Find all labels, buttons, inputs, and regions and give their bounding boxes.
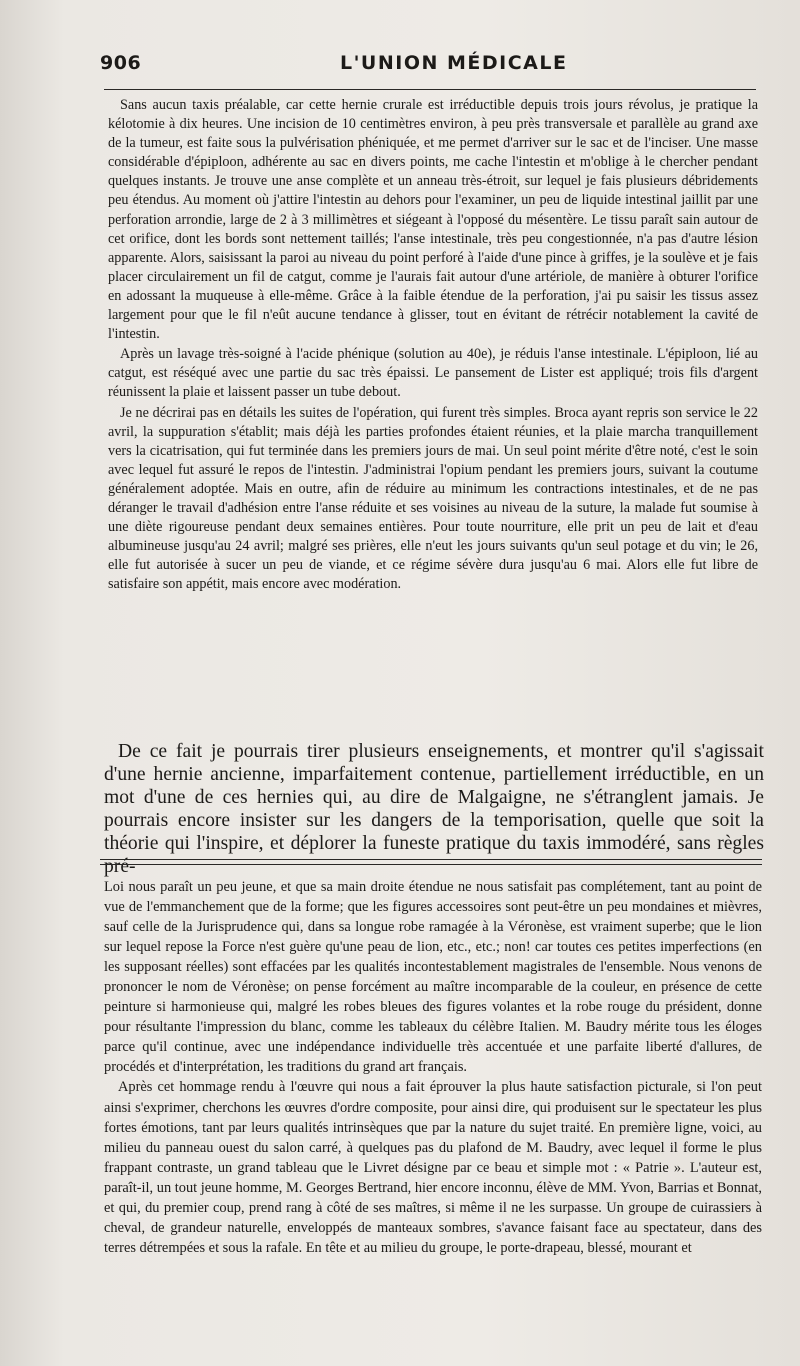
- conclusion-section: [104, 740, 764, 878]
- header-rule: [104, 89, 756, 90]
- feuilleton-separator-rule-thin: [100, 864, 762, 865]
- page-number: 906: [100, 52, 142, 74]
- feuilleton-paragraph: Loi nous paraît un peu jeune, et que sa main droite étendue ne nous satisfait pas complétement, tant au point de vue de l'emmanchement que de la forme; que les figures accessoires sont peut-être un peu mondaines et mièvres, sauf celle de la Jurisprudence qui, dans sa longue robe ramagée à la Véronèse, est vraiment superbe; que le lion sur lequel repose la Force n'est guère qu'une peau de lion, etc., etc.; non! car toutes ces petites imperfections (en les supposant réelles) sont effacées par les qualités incontestablement magistrales de l'ensemble. Nous venons de prononcer le nom de Véronèse; on pense forcément au maître incomparable de la couleur, en présence de cette peinture si harmonieuse qui, malgré les robes bleues des figures volantes et la robe rouge du président, donne pour résultante l'impression du blanc, comme les tableaux du célèbre Italien. M. Baudry mérite tous les éloges parce qu'il continue, avec une indépendance individuelle très accentuée et une parfaite liberté d'allures, de procédés et d'interprétation, les traditions du grand art français.: [104, 879, 762, 1076]
- page-header: [100, 52, 765, 82]
- article-paragraph: Après un lavage très-soigné à l'acide phénique (solution au 40e), je réduis l'anse intestinale. L'épiploon, lié au catgut, est réséqué avec une partie du sac très épaissi. Le pansement de Lister est appliqué; trois fils d'argent réunissent la plaie et laissent passer un tube debout.: [108, 346, 758, 401]
- feuilleton-paragraph: Après cet hommage rendu à l'œuvre qui nous a fait éprouver la plus haute satisfaction picturale, si l'on peut ainsi s'exprimer, cherchons les œuvres d'ordre composite, pour ainsi dire, qui produisent sur le spectateur les plus fortes émotions, tant par leurs qualités intrinsèques que par la nature du sujet traité. En première ligne, voici, au milieu du panneau ouest du salon carré, à quelques pas du plafond de M. Baudry, avec lequel il forme le plus frappant contraste, un grand tableau que le Livret désigne par ce beau et simple mot : « Patrie ». L'auteur est, paraît-il, un tout jeune homme, M. Georges Bertrand, hier encore inconnu, élève de MM. Yvon, Barrias et Bonnat, et qui, du premier coup, prend rang à côté de ses maîtres, si même il ne les surpasse. Un groupe de cuirassiers à cheval, de grandeur naturelle, enveloppés de manteaux sombres, s'avance faisant face au spectateur, dans des terres détrempées et sous la rafale. En tête et au milieu du groupe, le porte-drapeau, blessé, mourant et: [104, 1079, 762, 1256]
- conclusion-paragraph: De ce fait je pourrais tirer plusieurs enseignements, et montrer qu'il s'agissait d'une hernie ancienne, imparfaitement contenue, partiellement irréductible, en un mot d'une de ces hernies qui, au dire de Malgaigne, ne s'étranglent jamais. Je pourrais encore insister sur les dangers de la temporisation, quelle que soit la théorie qui l'inspire, et déplorer la funeste pratique du taxis immodéré, sans règles pré-: [104, 741, 764, 877]
- article-paragraph: Sans aucun taxis préalable, car cette hernie crurale est irréductible depuis trois jours révolus, je pratique la kélotomie à dix heures. Une incision de 10 centimètres environ, à peu près transversale et parallèle au grand axe de la tumeur, est faite sous la pulvérisation phéniquée, et me permet d'arriver sur le sac et de l'inciser. Une masse considérable d'épiploon, adhérente au sac en divers points, me cache l'intestin et m'oblige à le chercher pendant quelques instants. Je trouve une anse complète et un anneau très-étroit, sur lequel je fais plusieurs débridements peu étendus. Au moment où j'attire l'intestin au dehors pour l'examiner, un peu de liquide intestinal jaillit par une perforation arrondie, large de 2 à 3 millimètres et siégeant à l'opposé du mésentère. Le tissu paraît sain autour de cet orifice, dont les bords sont nettement taillés; l'anse intestinale, très peu congestionnée, n'a pas d'autre lésion apparente. Alors, saisissant la paroi au niveau du point perforé à l'aide d'une pince à griffes, je la soulève et je fais placer circulairement un fil de catgut, comme je l'aurais fait autour d'une artériole, de manière à obturer l'orifice en adossant la muqueuse à elle-même. Grâce à la faible étendue de la perforation, j'ai pu saisir les tissus assez largement pour que le fil n'eût aucune tendance à glisser, tout en évitant de rétrécir notablement la cavité de l'intestin.: [108, 97, 758, 343]
- running-title: L'UNION MÉDICALE: [340, 52, 568, 74]
- article-body: [108, 96, 758, 594]
- feuilleton-section: [104, 877, 762, 1258]
- feuilleton-separator-rule: [100, 859, 762, 860]
- article-paragraph: Je ne décrirai pas en détails les suites de l'opération, qui furent très simples. Broca ayant repris son service le 22 avril, la suppuration s'établit; mais déjà les parties profondes étaient réunies, et la plaie marcha tranquillement vers la cicatrisation, qui fut terminée dans les premiers jours de mai. Un seul point mérite d'être noté, c'est le soin avec lequel fut assuré le repos de l'intestin. J'administrai l'opium pendant les premiers jours, suivant la coutume généralement adoptée. Mais en outre, afin de réduire au minimum les contractions intestinales, et de ne pas déranger le travail d'adhésion entre l'anse réduite et ses voisines au niveau de la suture, la malade fut soumise à une diète rigoureuse pendant deux semaines entières. Pour toute nourriture, elle prit un peu de lait et d'eau albumineuse jusqu'au 24 avril; malgré ses prières, elle n'eut les jours suivants qu'un seul potage et du vin; le 26, elle fut autorisée à sucer un peu de viande, et ce régime sévère dura jusqu'au 6 mai. Alors elle fut libre de satisfaire son appétit, mais encore avec modération.: [108, 404, 758, 593]
